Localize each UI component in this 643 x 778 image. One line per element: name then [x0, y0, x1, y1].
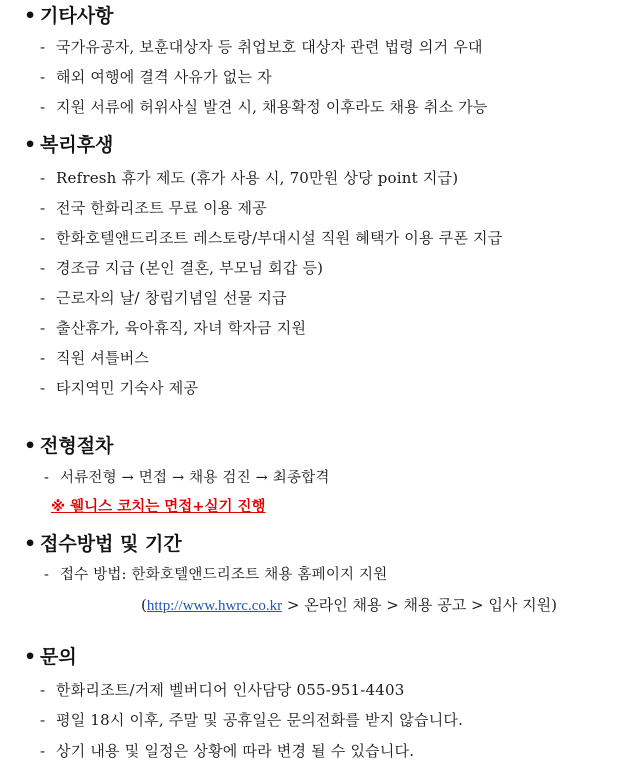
list-item [40, 378, 198, 398]
item-text: 근로자의 날/ 창립기념일 선물 지급 [56, 289, 287, 307]
dash-marker: - [44, 470, 50, 486]
list-item [40, 67, 272, 87]
notice-text: ※ 웰니스 코치는 면접+실기 진행 [51, 499, 266, 515]
list-item [40, 710, 463, 730]
recruit-site-link[interactable]: http://www.hwrc.co.kr [146, 598, 283, 614]
item-text: Refresh 휴가 제도 (휴가 사용 시, 70만원 상당 point 지급) [56, 169, 459, 187]
dash-marker: - [40, 289, 46, 307]
item-text: 직원 셔틀버스 [56, 349, 150, 367]
item-text: 해외 여행에 결격 사유가 없는 자 [56, 68, 272, 86]
dash-marker: - [40, 199, 46, 217]
section-heading-contact: • 문의 [24, 646, 77, 668]
list-item [40, 97, 488, 117]
list-item [44, 468, 330, 488]
dash-marker: - [40, 259, 46, 277]
list-item [40, 680, 404, 700]
item-text: 상기 내용 및 일정은 상황에 따라 변경 될 수 있습니다. [56, 742, 415, 760]
list-item [40, 168, 458, 188]
item-text: 타지역민 기숙사 제공 [56, 379, 199, 397]
list-item [44, 565, 387, 585]
dash-marker: - [40, 38, 46, 56]
dash-marker: - [40, 98, 46, 116]
list-item [40, 288, 287, 308]
item-text: 경조금 지급 (본인 결혼, 부모님 회갑 등) [56, 259, 324, 277]
dash-marker: - [40, 681, 46, 699]
list-item [40, 228, 502, 248]
item-text: 국가유공자, 보훈대상자 등 취업보호 대상자 관련 법령 의거 우대 [56, 38, 483, 56]
list-item [40, 37, 483, 57]
dash-marker: - [40, 319, 46, 337]
item-text: 전국 한화리조트 무료 이용 제공 [56, 199, 267, 217]
section-heading-etc: • 기타사항 [24, 5, 114, 27]
list-item [40, 318, 306, 338]
apply-path [141, 595, 557, 616]
item-text: > 온라인 채용 > 채용 공고 > 입사 지원) [282, 596, 557, 614]
dash-marker: - [40, 169, 46, 187]
dash-marker: - [40, 711, 46, 729]
dash-marker: - [40, 742, 46, 760]
dash-marker: - [40, 379, 46, 397]
section-heading-apply: • 접수방법 및 기간 [24, 533, 182, 555]
item-text: 한화호텔앤드리조트 레스토랑/부대시설 직원 혜택가 이용 쿠폰 지급 [56, 229, 503, 247]
item-text: 지원 서류에 허위사실 발견 시, 채용확정 이후라도 채용 취소 가능 [56, 98, 488, 116]
item-text: 출산휴가, 육아휴직, 자녀 학자금 지원 [56, 319, 307, 337]
dash-marker: - [40, 68, 46, 86]
list-item [40, 198, 267, 218]
item-text: 한화리조트/거제 벨버디어 인사담당 055-951-4403 [56, 681, 405, 699]
section-heading-benefits: • 복리후생 [24, 134, 114, 156]
dash-marker: - [44, 567, 50, 583]
list-item [40, 258, 323, 278]
item-text: ( [141, 596, 147, 614]
item-text: 평일 18시 이후, 주말 및 공휴일은 문의전화를 받지 않습니다. [56, 711, 464, 729]
list-item [40, 741, 414, 761]
dash-marker: - [40, 349, 46, 367]
item-text: 접수 방법: 한화호텔앤드리조트 채용 홈페이지 지원 [60, 567, 388, 583]
dash-marker: - [40, 229, 46, 247]
item-text: 서류전형 → 면접 → 채용 검진 → 최종합격 [60, 470, 330, 486]
list-item [40, 348, 149, 368]
section-heading-process: • 전형절차 [24, 435, 114, 457]
